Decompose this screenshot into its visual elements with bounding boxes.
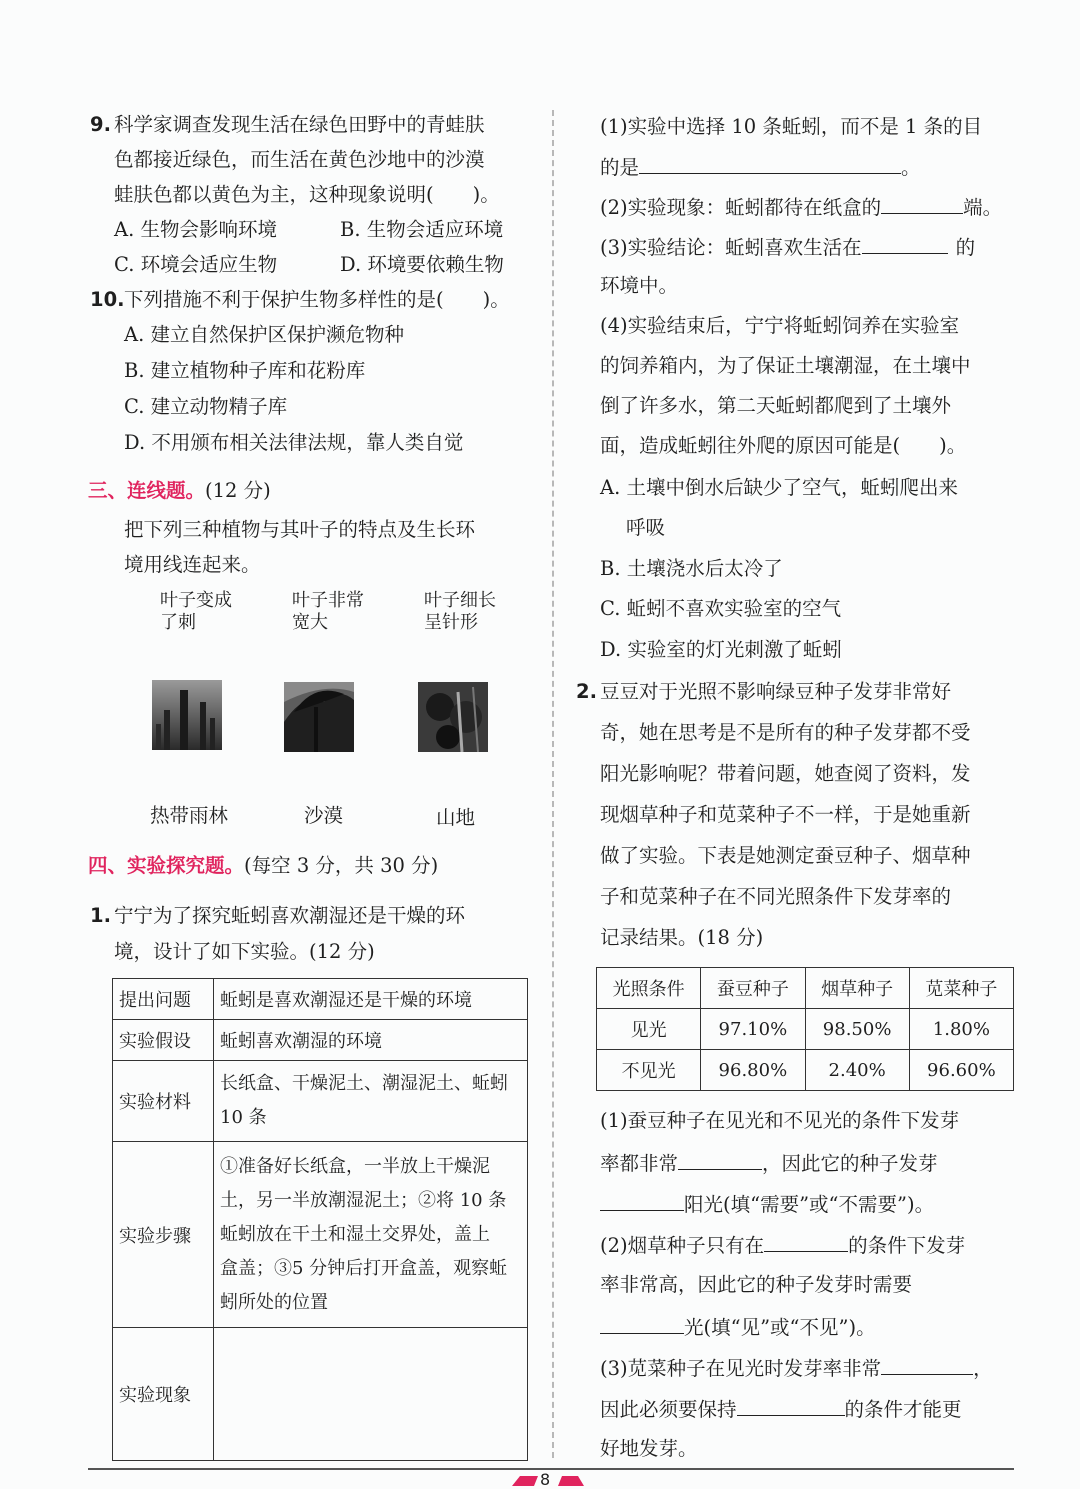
exp1-sub2: (2)实验现象：蚯蚓都待在纸盒的 端。 bbox=[600, 193, 1002, 221]
environment-3: 山地 bbox=[436, 806, 476, 829]
exp2-line-6: 子和苋菜种子在不同光照条件下发芽率的 bbox=[600, 885, 952, 908]
exp1-line-2: 境，设计了如下实验。(12 分) bbox=[114, 940, 375, 963]
exp2-sub1-line-1: (1)蚕豆种子在见光和不见光的条件下发芽 bbox=[600, 1109, 960, 1132]
answer-blank[interactable] bbox=[600, 1190, 684, 1211]
wide-leaf-plant-photo bbox=[284, 682, 354, 752]
exp1-sub4-line-1: (4)实验结束后，宁宁将蚯蚓饲养在实验室 bbox=[600, 314, 960, 337]
exp1-sub1-line-2: 的是 。 bbox=[600, 153, 921, 181]
exp2-sub3-line-3: 好地发芽。 bbox=[600, 1437, 698, 1460]
table-cell-value: 蚯蚓是喜欢潮湿还是干燥的环境 bbox=[214, 979, 528, 1020]
exp2-line-2: 奇，她在思考是不是所有的种子发芽都不受 bbox=[600, 721, 971, 744]
exp1-design-table bbox=[112, 978, 528, 1461]
section-4-heading bbox=[88, 853, 438, 879]
section-4-score: (每空 3 分，共 30 分) bbox=[244, 854, 439, 877]
exp2-line-7: 记录结果。(18 分) bbox=[600, 926, 764, 949]
table-row bbox=[113, 1142, 528, 1328]
exp2-sub2-line-1: (2)烟草种子只有在 的条件下发芽 bbox=[600, 1231, 965, 1259]
table-cell: 2.40% bbox=[805, 1050, 909, 1091]
table-cell: 98.50% bbox=[805, 1009, 909, 1050]
table-cell: 不见光 bbox=[597, 1050, 701, 1091]
exp2-sub1-line-3: 阳光(填“需要”或“不需要”)。 bbox=[600, 1190, 934, 1218]
section-3-score: (12 分) bbox=[205, 479, 271, 502]
exp1-sub4-line-2: 的饲养箱内，为了保证土壤潮湿，在土壤中 bbox=[600, 354, 971, 377]
needle-leaf-plant-photo bbox=[418, 682, 488, 752]
answer-blank[interactable] bbox=[678, 1149, 762, 1170]
exp2-line-4: 现烟草种子和苋菜种子不一样，于是她重新 bbox=[600, 803, 971, 826]
table-header-cell: 苋菜种子 bbox=[909, 968, 1013, 1009]
section-3-title: 三、连线题。 bbox=[88, 479, 206, 502]
table-header-cell: 烟草种子 bbox=[805, 968, 909, 1009]
q10-stem: 下列措施不利于保护生物多样性的是( )。 bbox=[124, 288, 510, 311]
q10-option-d: D. 不用颁布相关法律法规，靠人类自觉 bbox=[124, 431, 464, 454]
table-cell: 97.10% bbox=[701, 1009, 805, 1050]
exp2-line-5: 做了实验。下表是她测定蚕豆种子、烟草种 bbox=[600, 844, 971, 867]
table-cell-label: 实验步骤 bbox=[113, 1142, 214, 1328]
table-row bbox=[597, 1009, 1014, 1050]
cactus-plant-photo bbox=[152, 680, 222, 750]
q9-line-1: 科学家调查发现生活在绿色田野中的青蛙肤 bbox=[114, 113, 485, 136]
answer-blank[interactable] bbox=[862, 233, 948, 254]
exp1-sub1-line-1: (1)实验中选择 10 条蚯蚓，而不是 1 条的目 bbox=[600, 115, 983, 138]
answer-blank[interactable] bbox=[881, 193, 963, 214]
exp1-line-1: 宁宁为了探究蚯蚓喜欢潮湿还是干燥的环 bbox=[114, 904, 466, 927]
footer-rule bbox=[88, 1468, 1014, 1470]
feature-3: 叶子细长 呈针形 bbox=[424, 590, 496, 633]
observation-answer-cell[interactable] bbox=[214, 1328, 528, 1461]
environment-1: 热带雨林 bbox=[150, 804, 229, 827]
table-header-cell: 光照条件 bbox=[597, 968, 701, 1009]
exp2-sub2-line-2: 率非常高，因此它的种子发芽时需要 bbox=[600, 1273, 913, 1296]
column-divider bbox=[552, 110, 554, 1458]
exp2-sub3-line-1: (3)苋菜种子在见光时发芽率非常 ， bbox=[600, 1354, 993, 1382]
exp2-line-3: 阳光影响呢？带着问题，她查阅了资料，发 bbox=[600, 762, 971, 785]
table-cell-label: 实验假设 bbox=[113, 1020, 214, 1061]
table-row bbox=[113, 1020, 528, 1061]
answer-blank[interactable] bbox=[639, 153, 901, 174]
exp1-sub4-option-c: C. 蚯蚓不喜欢实验室的空气 bbox=[600, 597, 842, 620]
table-cell: 96.80% bbox=[701, 1050, 805, 1091]
exp2-sub3-line-2: 因此必须要保持 的条件才能更 bbox=[600, 1395, 962, 1423]
exp1-sub4-line-3: 倒了许多水，第二天蚯蚓都爬到了土壤外 bbox=[600, 394, 952, 417]
q10-number: 10. bbox=[90, 288, 125, 311]
table-cell: 见光 bbox=[597, 1009, 701, 1050]
exp1-sub4-option-a-cont: 呼吸 bbox=[626, 516, 666, 539]
q9-option-b: B. 生物会适应环境 bbox=[340, 218, 504, 241]
section-3-line-2: 境用线连起来。 bbox=[124, 553, 261, 576]
germination-rate-table bbox=[596, 967, 1014, 1091]
q9-line-2: 色都接近绿色，而生活在黄色沙地中的沙漠 bbox=[114, 148, 485, 171]
exp1-sub4-option-b: B. 土壤浇水后太冷了 bbox=[600, 557, 783, 580]
environment-2: 沙漠 bbox=[304, 804, 344, 827]
q9-number: 9. bbox=[90, 113, 111, 136]
exp1-sub4-line-4: 面，造成蚯蚓往外爬的原因可能是( )。 bbox=[600, 434, 967, 457]
exp1-sub3-line-1: (3)实验结论：蚯蚓喜欢生活在 的 bbox=[600, 233, 975, 261]
exp2-line-1: 豆豆对于光照不影响绿豆种子发芽非常好 bbox=[600, 680, 952, 703]
q10-option-a: A. 建立自然保护区保护濒危物种 bbox=[124, 323, 404, 346]
exp2-sub2-line-3: 光(填“见”或“不见”)。 bbox=[600, 1313, 876, 1341]
q10-option-b: B. 建立植物种子库和花粉库 bbox=[124, 359, 366, 382]
table-cell-value: ①准备好长纸盒，一半放上干燥泥 土，另一半放潮湿泥土；②将 10 条 蚯蚓放在干土和湿土交界处，盖上 盒盖；③5 分钟后打开盒盖，观察蚯 蚓所处的位置 bbox=[214, 1142, 528, 1328]
q10-option-c: C. 建立动物精子库 bbox=[124, 395, 288, 418]
table-cell-label: 实验现象 bbox=[113, 1328, 214, 1461]
exp1-sub3-line-2: 环境中。 bbox=[600, 274, 679, 297]
section-3-line-1: 把下列三种植物与其叶子的特点及生长环 bbox=[124, 518, 476, 541]
table-header-row bbox=[597, 968, 1014, 1009]
table-cell-label: 提出问题 bbox=[113, 979, 214, 1020]
feature-1: 叶子变成 了刺 bbox=[160, 590, 232, 633]
exp2-sub1-line-2: 率都非常 ，因此它的种子发芽 bbox=[600, 1149, 938, 1177]
page-number: 8 bbox=[540, 1470, 551, 1489]
answer-blank[interactable] bbox=[764, 1231, 848, 1252]
section-3-heading bbox=[88, 478, 271, 504]
table-row bbox=[113, 1061, 528, 1142]
answer-blank[interactable] bbox=[881, 1354, 973, 1375]
q9-option-c: C. 环境会适应生物 bbox=[114, 253, 278, 276]
q9-line-3: 蛙肤色都以黄色为主，这种现象说明( )。 bbox=[114, 183, 500, 206]
feature-2: 叶子非常 宽大 bbox=[292, 590, 364, 633]
table-row bbox=[113, 979, 528, 1020]
table-cell-label: 实验材料 bbox=[113, 1061, 214, 1142]
q9-option-d: D. 环境要依赖生物 bbox=[340, 253, 504, 276]
table-cell: 1.80% bbox=[909, 1009, 1013, 1050]
q9-option-a: A. 生物会影响环境 bbox=[114, 218, 277, 241]
answer-blank[interactable] bbox=[737, 1395, 845, 1416]
answer-blank[interactable] bbox=[600, 1313, 684, 1334]
table-cell: 96.60% bbox=[909, 1050, 1013, 1091]
section-4-title: 四、实验探究题。 bbox=[88, 854, 245, 877]
table-header-cell: 蚕豆种子 bbox=[701, 968, 805, 1009]
exp2-number: 2. bbox=[576, 680, 597, 703]
table-cell-value: 蚯蚓喜欢潮湿的环境 bbox=[214, 1020, 528, 1061]
table-row bbox=[113, 1328, 528, 1461]
table-cell-value: 长纸盒、干燥泥土、潮湿泥土、蚯蚓 10 条 bbox=[214, 1061, 528, 1142]
table-row bbox=[597, 1050, 1014, 1091]
exp1-sub4-option-a: A. 土壤中倒水后缺少了空气，蚯蚓爬出来 bbox=[600, 476, 958, 499]
exp1-sub4-option-d: D. 实验室的灯光刺激了蚯蚓 bbox=[600, 638, 842, 661]
exp1-number: 1. bbox=[90, 904, 111, 927]
